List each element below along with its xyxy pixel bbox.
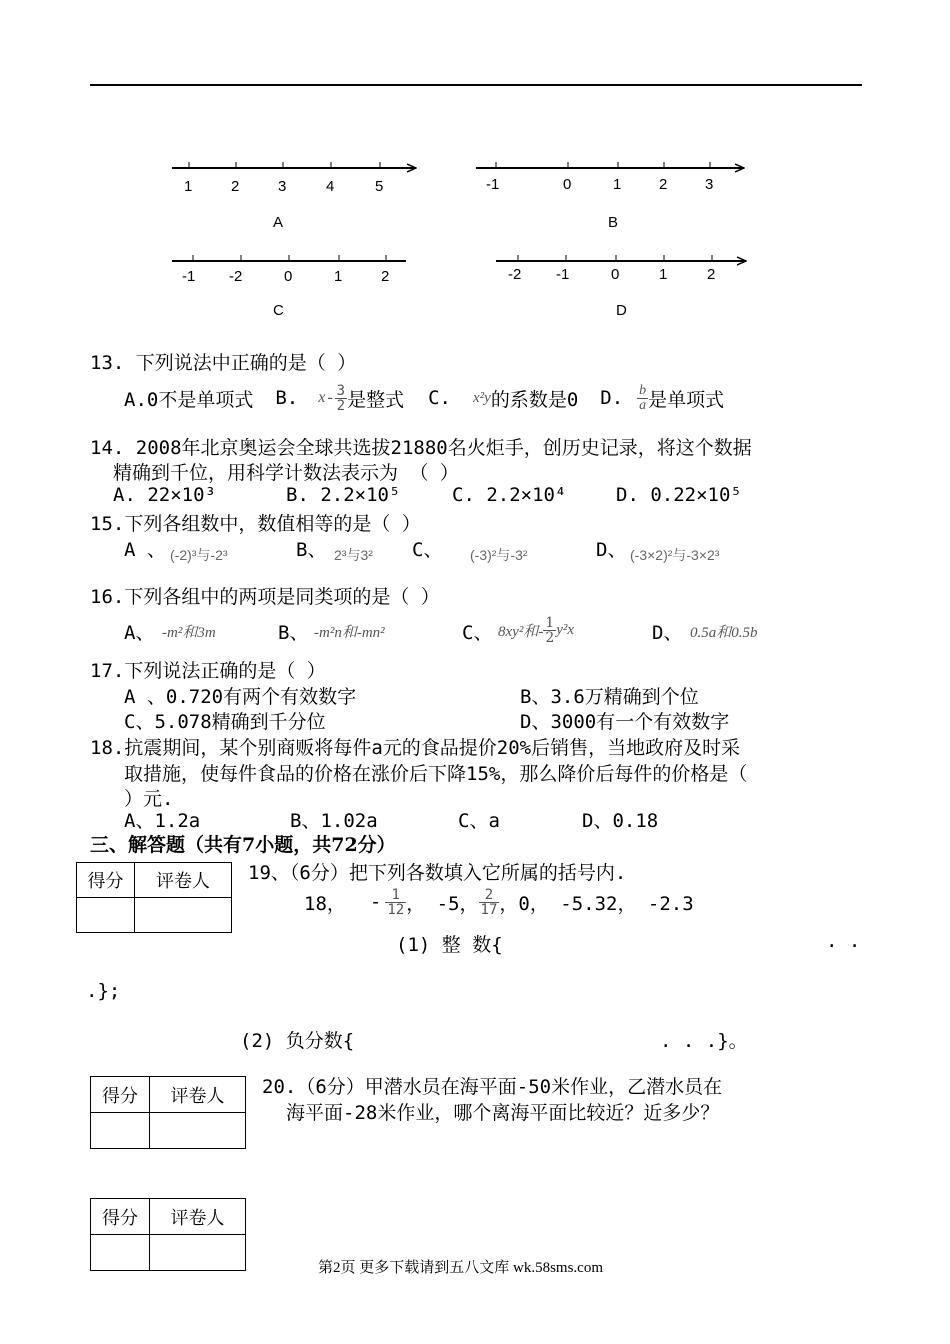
number-line-b bbox=[476, 162, 744, 168]
tick-label: 3 bbox=[705, 176, 714, 193]
tick-label: 0 bbox=[611, 266, 620, 283]
tick-label: -2 bbox=[508, 266, 522, 283]
number-item: 18， bbox=[304, 892, 346, 915]
score-cell[interactable] bbox=[77, 898, 135, 933]
question-15-option-d-label: D、 bbox=[596, 539, 627, 561]
question-16-option-d-label: D、 bbox=[652, 622, 683, 644]
score-cell[interactable] bbox=[91, 1235, 150, 1271]
question-14-line1: 14. 2008年北京奥运会全球共选拔21880名火炬手，创历史记录，将这个数据 bbox=[90, 437, 752, 459]
question-16-option-a-expr: -m²和3m bbox=[162, 625, 216, 641]
question-19-part1-end: .}; bbox=[86, 980, 121, 1002]
question-15-option-b-expr: 2³与3² bbox=[334, 547, 373, 563]
question-18-option-c: C、a bbox=[458, 810, 500, 832]
option-b-op: - bbox=[327, 389, 333, 406]
question-14-line2: 精确到千位，用科学计数法表示为 （ ） bbox=[113, 462, 459, 484]
option-c-text: 的系数是0 bbox=[490, 388, 579, 411]
tick-label: -1 bbox=[556, 266, 570, 283]
number-line-label: A bbox=[273, 214, 284, 231]
tick-label: 1 bbox=[613, 176, 622, 193]
number-line-figure bbox=[0, 150, 950, 325]
score-table bbox=[90, 1076, 246, 1149]
question-19-stem: 19、（6分）把下列各数填入它所属的括号内. bbox=[248, 862, 627, 884]
fraction-numerator: 1 bbox=[545, 614, 555, 631]
question-18-option-a: A、1.2a bbox=[124, 810, 201, 832]
option-c-expr2: y²x bbox=[556, 621, 575, 638]
question-16-option-b-label: B、 bbox=[278, 622, 309, 644]
fraction-numerator: 1 bbox=[385, 888, 406, 903]
number-item: ，0， -5.32， -2.3 bbox=[499, 892, 694, 915]
grader-cell[interactable] bbox=[150, 1235, 246, 1271]
score-table bbox=[76, 862, 232, 933]
question-16-stem: 16.下列各组中的两项是同类项的是（ ） bbox=[90, 586, 440, 608]
grader-header: 评卷人 bbox=[150, 1077, 246, 1113]
option-c-expr: x²y bbox=[473, 389, 491, 406]
fraction bbox=[637, 384, 648, 413]
question-18-line1: 18.抗震期间，某个别商贩将每件a元的食品提价20%后销售，当地政府及时采 bbox=[90, 737, 741, 759]
question-16-option-c bbox=[498, 608, 574, 652]
tick-label: -1 bbox=[182, 268, 196, 285]
fraction-denominator: 17 bbox=[480, 901, 498, 918]
question-15-option-c-label: C、 bbox=[412, 539, 443, 561]
fraction-denominator: 2 bbox=[545, 629, 555, 646]
tick-label: 1 bbox=[659, 266, 668, 283]
question-19-part1-dots: . . bbox=[826, 930, 861, 952]
grader-header: 评卷人 bbox=[150, 1199, 246, 1235]
question-15-stem: 15.下列各组数中，数值相等的是（ ） bbox=[90, 513, 421, 535]
tick-label: -1 bbox=[486, 176, 500, 193]
question-14-option-b: B. 2.2×10⁵ bbox=[286, 484, 401, 506]
fraction bbox=[385, 888, 406, 917]
fraction-numerator: 3 bbox=[336, 382, 346, 399]
question-16-option-c-label: C、 bbox=[462, 622, 493, 644]
question-17-option-a: A 、0.720有两个有效数字 bbox=[124, 686, 357, 708]
question-17-option-d: D、3000有一个有效数字 bbox=[520, 711, 730, 733]
number-line-c bbox=[172, 255, 406, 261]
number-line-d bbox=[496, 255, 746, 261]
option-c-expr1: 8xy²和- bbox=[498, 623, 544, 640]
option-b-text: 是整式 bbox=[347, 388, 405, 411]
question-16-option-d-expr: 0.5a和0.5b bbox=[690, 625, 758, 641]
tick-label: 0 bbox=[563, 176, 572, 193]
fraction-numerator: b bbox=[639, 382, 647, 398]
tick-label: 2 bbox=[659, 176, 668, 193]
tick-label: 1 bbox=[334, 268, 343, 285]
question-19-numbers bbox=[304, 880, 694, 924]
option-b-var: x bbox=[318, 389, 326, 406]
score-header: 得分 bbox=[91, 1199, 150, 1235]
fraction-numerator: 2 bbox=[479, 888, 500, 903]
fraction bbox=[543, 616, 556, 645]
number-line-label: C bbox=[273, 302, 284, 319]
score-header: 得分 bbox=[91, 1077, 150, 1113]
question-13-options bbox=[124, 376, 724, 420]
fraction-denominator: 2 bbox=[336, 397, 346, 414]
section-title: 三、解答题（共有7小题，共72分） bbox=[90, 834, 396, 856]
question-15-option-a-expr: (-2)³与-2³ bbox=[170, 547, 228, 563]
option-d-text: 是单项式 bbox=[648, 388, 725, 411]
option-b-label: B. bbox=[275, 387, 299, 409]
question-16-option-a-label: A、 bbox=[124, 622, 155, 644]
question-18-option-b: B、1.02a bbox=[290, 810, 378, 832]
question-15-option-c-expr: (-3)²与-3² bbox=[470, 547, 528, 563]
question-20-line1: 20.（6分）甲潜水员在海平面-50米作业，乙潜水员在 bbox=[262, 1076, 723, 1098]
tick-label: 2 bbox=[381, 268, 390, 285]
question-17-option-c: C、5.078精确到千分位 bbox=[124, 711, 326, 733]
question-16-option-b-expr: -m²n和-mn² bbox=[314, 625, 385, 641]
question-15-option-d-expr: (-3×2)²与-3×2³ bbox=[630, 547, 720, 563]
question-18-line2: 取措施，使每件食品的价格在涨价后下降15%，那么降价后每件的价格是（ bbox=[124, 763, 748, 785]
page-footer: 第2页 更多下载请到五八文库 wk.58sms.com bbox=[318, 1260, 604, 1276]
question-14-option-c: C. 2.2×10⁴ bbox=[452, 484, 567, 506]
question-15-option-b-label: B、 bbox=[296, 539, 327, 561]
score-header: 得分 bbox=[77, 863, 135, 898]
question-15-option-a-label: A 、 bbox=[124, 539, 166, 561]
fraction-denominator: 12 bbox=[387, 901, 405, 918]
question-14-option-d: D. 0.22×10⁵ bbox=[616, 484, 742, 506]
grader-cell[interactable] bbox=[150, 1113, 246, 1149]
question-20-line2: 海平面-28米作业，哪个离海平面比较近？近多少？ bbox=[286, 1102, 720, 1124]
question-17-option-b: B、3.6万精确到个位 bbox=[520, 686, 699, 708]
option-a: A.0不是单项式 bbox=[124, 388, 254, 411]
tick-label: 2 bbox=[707, 266, 716, 283]
option-d-label: D. bbox=[600, 387, 624, 409]
question-19-part1: (1) 整 数{ bbox=[396, 934, 503, 956]
score-cell[interactable] bbox=[91, 1113, 150, 1149]
question-13-stem: 13. 下列说法中正确的是（ ） bbox=[90, 352, 357, 374]
tick-label: 0 bbox=[284, 268, 293, 285]
number-item: ， -5， bbox=[406, 892, 479, 915]
number-line-a bbox=[172, 162, 416, 168]
grader-cell[interactable] bbox=[135, 898, 232, 933]
option-c-label: C. bbox=[428, 387, 451, 409]
grader-header: 评卷人 bbox=[135, 863, 232, 898]
question-14-option-a: A. 22×10³ bbox=[113, 484, 216, 506]
question-19-part2-end: . . .}。 bbox=[660, 1030, 748, 1052]
tick-label: 4 bbox=[326, 178, 335, 195]
fraction bbox=[335, 384, 347, 413]
tick-label: 3 bbox=[278, 178, 287, 195]
number-line-label: D bbox=[616, 302, 627, 319]
question-19-part2: (2) 负分数{ bbox=[240, 1030, 355, 1052]
number-line-label: B bbox=[608, 214, 619, 231]
tick-label: 2 bbox=[231, 178, 240, 195]
number-sign: - bbox=[369, 891, 382, 913]
tick-label: 1 bbox=[184, 178, 193, 195]
header-rule bbox=[90, 84, 862, 86]
question-17-stem: 17.下列说法正确的是（ ） bbox=[90, 660, 326, 682]
fraction bbox=[479, 888, 500, 917]
score-table bbox=[90, 1198, 246, 1271]
tick-label: 5 bbox=[375, 178, 384, 195]
question-18-option-d: D、0.18 bbox=[582, 810, 659, 832]
tick-label: -2 bbox=[229, 268, 243, 285]
question-18-line3: ）元. bbox=[124, 788, 174, 810]
fraction-denominator: a bbox=[639, 397, 647, 413]
